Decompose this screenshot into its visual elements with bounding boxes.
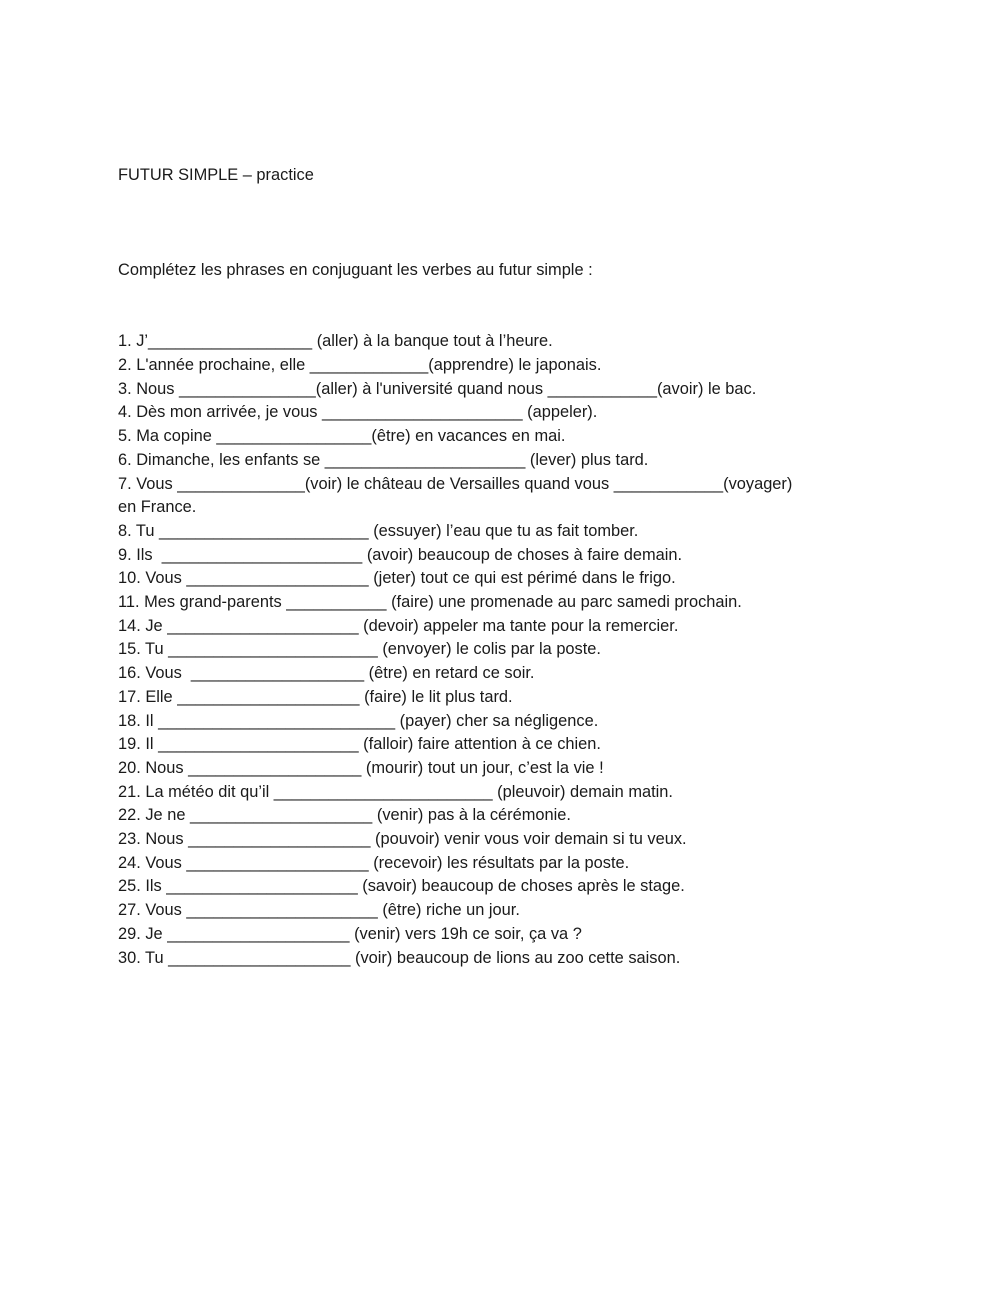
exercise-item	[118, 828, 878, 852]
exercise-text: 4. Dès mon arrivée, je vous ______________________ (appeler).	[118, 403, 598, 422]
exercise-text: 23. Nous ____________________ (pouvoir) venir vous voir demain si tu veux.	[118, 830, 687, 849]
exercise-text: 20. Nous ___________________ (mourir) tout un jour, c’est la vie !	[118, 758, 604, 777]
exercise-item	[118, 757, 878, 781]
exercise-item	[118, 425, 878, 449]
exercise-item	[118, 923, 878, 947]
exercise-text: 11. Mes grand-parents ___________ (faire) une promenade au parc samedi prochain.	[118, 593, 742, 612]
exercise-item	[118, 449, 878, 473]
exercise-item	[118, 947, 878, 971]
exercise-item	[118, 899, 878, 923]
exercise-text: 14. Je _____________________ (devoir) appeler ma tante pour la remercier.	[118, 616, 679, 635]
exercise-text: 9. Ils ______________________ (avoir) beaucoup de choses à faire demain.	[118, 545, 683, 564]
exercise-text: 27. Vous _____________________ (être) riche un jour.	[118, 901, 520, 920]
exercise-item	[118, 875, 878, 899]
exercise-text: 29. Je ____________________ (venir) vers 19h ce soir, ça va ?	[118, 924, 582, 943]
exercise-item	[118, 544, 878, 568]
exercise-item	[118, 852, 878, 876]
exercise-text: 22. Je ne ____________________ (venir) pas à la cérémonie.	[118, 806, 571, 825]
instruction-text: Complétez les phrases en conjuguant les verbes au futur simple :	[118, 261, 593, 280]
exercise-text: 21. La météo dit qu’il ________________________ (pleuvoir) demain matin.	[118, 782, 673, 801]
exercise-text: 15. Tu _______________________ (envoyer) le colis par la poste.	[118, 640, 601, 659]
exercise-item	[118, 804, 878, 828]
exercise-text: 6. Dimanche, les enfants se ______________________ (lever) plus tard.	[118, 450, 649, 469]
exercise-text: 3. Nous _______________(aller) à l'université quand nous ____________(avoir) le bac.	[118, 379, 757, 398]
exercise-text: 30. Tu ____________________ (voir) beaucoup de lions au zoo cette saison.	[118, 948, 681, 967]
exercise-item	[118, 686, 878, 710]
exercise-list	[118, 330, 878, 970]
exercise-item	[118, 567, 878, 591]
exercise-text: 8. Tu _______________________ (essuyer) l’eau que tu as fait tomber.	[118, 521, 639, 540]
exercise-item	[118, 662, 878, 686]
exercise-text: 18. Il __________________________ (payer) cher sa négligence.	[118, 711, 599, 730]
exercise-item	[118, 591, 878, 615]
exercise-item	[118, 615, 878, 639]
worksheet-content	[118, 117, 878, 1018]
exercise-text: 7. Vous ______________(voir) le château de Versailles quand vous ____________(voyager)	[118, 474, 793, 493]
exercise-text: 19. Il ______________________ (falloir) faire attention à ce chien.	[118, 735, 601, 754]
exercise-text: 24. Vous ____________________ (recevoir) les résultats par la poste.	[118, 853, 630, 872]
exercise-item	[118, 354, 878, 378]
exercise-text: 10. Vous ____________________ (jeter) tout ce qui est périmé dans le frigo.	[118, 569, 676, 588]
exercise-item	[118, 473, 878, 520]
exercise-text: 5. Ma copine _________________(être) en vacances en mai.	[118, 427, 566, 446]
exercise-item	[118, 401, 878, 425]
exercise-item	[118, 378, 878, 402]
exercise-item	[118, 638, 878, 662]
exercise-item	[118, 781, 878, 805]
exercise-text: 16. Vous ___________________ (être) en retard ce soir.	[118, 664, 535, 683]
exercise-item	[118, 733, 878, 757]
exercise-text: 17. Elle ____________________ (faire) le lit plus tard.	[118, 687, 513, 706]
worksheet-title: FUTUR SIMPLE – practice	[118, 166, 314, 185]
exercise-text: 2. L'année prochaine, elle _____________(apprendre) le japonais.	[118, 356, 602, 375]
exercise-item	[118, 710, 878, 734]
exercise-text: 25. Ils _____________________ (savoir) beaucoup de choses après le stage.	[118, 877, 685, 896]
exercise-item	[118, 520, 878, 544]
exercise-text: en France.	[118, 498, 197, 517]
exercise-item	[118, 330, 878, 354]
exercise-text: 1. J’__________________ (aller) à la banque tout à l’heure.	[118, 332, 553, 351]
